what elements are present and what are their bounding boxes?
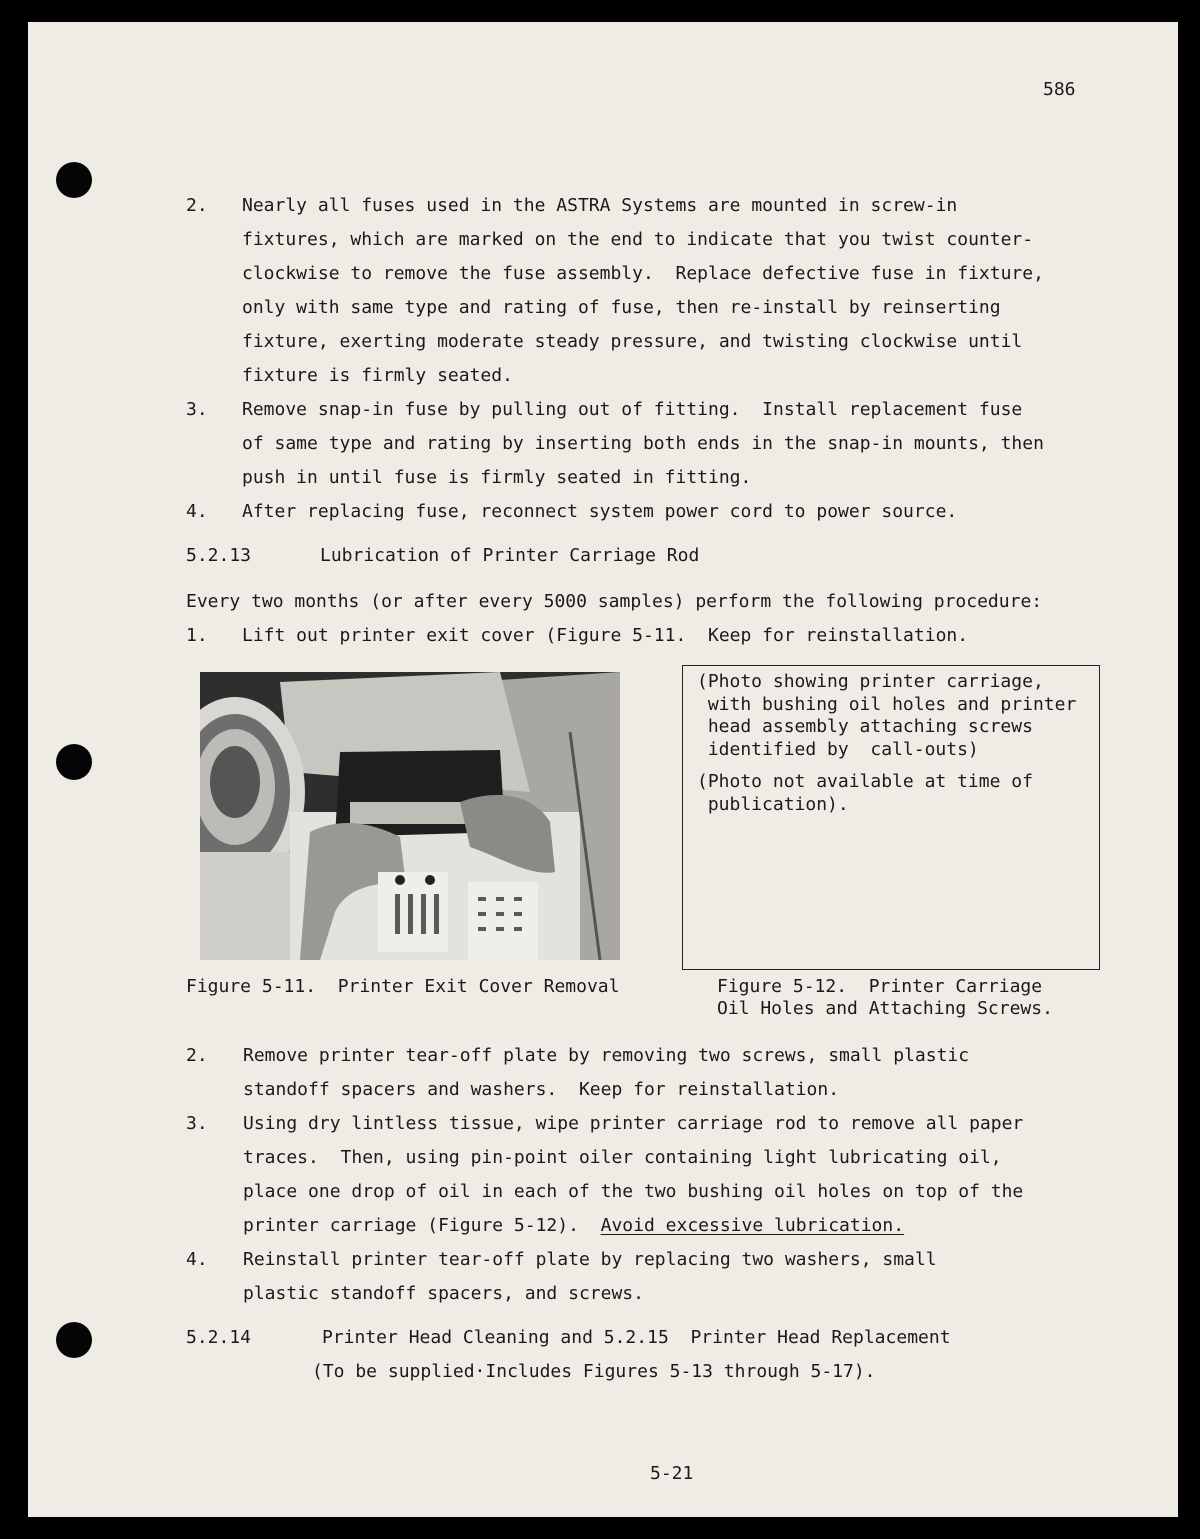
note-line: (Photo not available at time of [697, 771, 1033, 792]
text-line: fixture is firmly seated. [242, 365, 513, 386]
note-line: identified by call-outs) [697, 738, 979, 760]
text-line: place one drop of oil in each of the two bushing oil holes on top of the [243, 1181, 1024, 1202]
text-line: Remove printer tear-off plate by removing two screws, small plastic [243, 1045, 970, 1066]
section-number: 5.2.14 [186, 1327, 252, 1348]
warning-underlined: Avoid excessive lubrication. [600, 1215, 905, 1236]
step-number: 4. [186, 1249, 208, 1270]
section-title: Lubrication of Printer Carriage Rod [320, 545, 700, 566]
placeholder-note [697, 771, 1033, 816]
text-line: clockwise to remove the fuse assembly. Replace defective fuse in fixture, [242, 263, 1044, 284]
punch-hole-top [56, 162, 92, 198]
note-line: head assembly attaching screws [697, 716, 1033, 737]
text-line: After replacing fuse, reconnect system power cord to power source. [242, 501, 958, 522]
lube-step-2-text [243, 1039, 969, 1107]
punch-hole-bottom [56, 1322, 92, 1358]
lube-step-1-text: Lift out printer exit cover (Figure 5-11. Keep for reinstallation. [242, 625, 969, 646]
text-line: of same type and rating by inserting both ends in the snap-in mounts, then [242, 433, 1044, 454]
step-number: 3. [186, 399, 208, 420]
section-number: 5.2.13 [186, 545, 252, 566]
text-line: plastic standoff spacers, and screws. [243, 1283, 644, 1304]
text-line: traces. Then, using pin-point oiler containing light lubricating oil, [243, 1147, 1002, 1168]
text-line: Reinstall printer tear-off plate by replacing two washers, small [243, 1249, 937, 1270]
page-number-bottom: 5-21 [650, 1463, 694, 1484]
note-line: with bushing oil holes and printer [697, 693, 1077, 715]
figure-5-12-caption-line-1: Figure 5-12. Printer Carriage [717, 976, 1043, 997]
figure-5-12-caption-line-2: Oil Holes and Attaching Screws. [717, 998, 1053, 1019]
printer-exit-cover-photo [200, 672, 620, 960]
page-number-top: 586 [1043, 79, 1076, 100]
text-line: Remove snap-in fuse by pulling out of fitting. Install replacement fuse [242, 399, 1023, 420]
note-line: publication). [697, 793, 849, 815]
photo-illustration [200, 672, 620, 960]
text-segment: printer carriage (Figure 5-12). [243, 1215, 601, 1236]
section-note: (To be supplied·Includes Figures 5-13 through 5-17). [312, 1361, 876, 1382]
text-line: fixtures, which are marked on the end to indicate that you twist counter- [242, 229, 1034, 250]
text-line: Using dry lintless tissue, wipe printer carriage rod to remove all paper [243, 1113, 1024, 1134]
fuse-step-2-text [242, 189, 1044, 393]
text-line: Nearly all fuses used in the ASTRA Systems are mounted in screw-in [242, 195, 958, 216]
note-line: (Photo showing printer carriage, [697, 671, 1044, 692]
text-line: push in until fuse is firmly seated in fitting. [242, 467, 752, 488]
lube-step-4-text [243, 1243, 937, 1311]
step-number: 3. [186, 1113, 208, 1134]
fuse-step-3-text [242, 393, 1044, 495]
text-line: fixture, exerting moderate steady pressure, and twisting clockwise until [242, 331, 1023, 352]
section-intro: Every two months (or after every 5000 samples) perform the following procedure: [186, 591, 1043, 612]
step-number: 2. [186, 1045, 208, 1066]
section-title: Printer Head Cleaning and 5.2.15 Printer Head Replacement [322, 1327, 951, 1348]
text-line: standoff spacers and washers. Keep for reinstallation. [243, 1079, 840, 1100]
step-number: 1. [186, 625, 208, 646]
placeholder-note [697, 671, 1076, 761]
figure-5-11-caption: Figure 5-11. Printer Exit Cover Removal [186, 976, 620, 997]
fuse-step-4-text [242, 495, 957, 529]
text-line [243, 1209, 1023, 1243]
punch-hole-middle [56, 744, 92, 780]
text-line: only with same type and rating of fuse, then re-install by reinserting [242, 297, 1001, 318]
step-number: 2. [186, 195, 208, 216]
step-number: 4. [186, 501, 208, 522]
lube-step-3-text [243, 1107, 1023, 1243]
